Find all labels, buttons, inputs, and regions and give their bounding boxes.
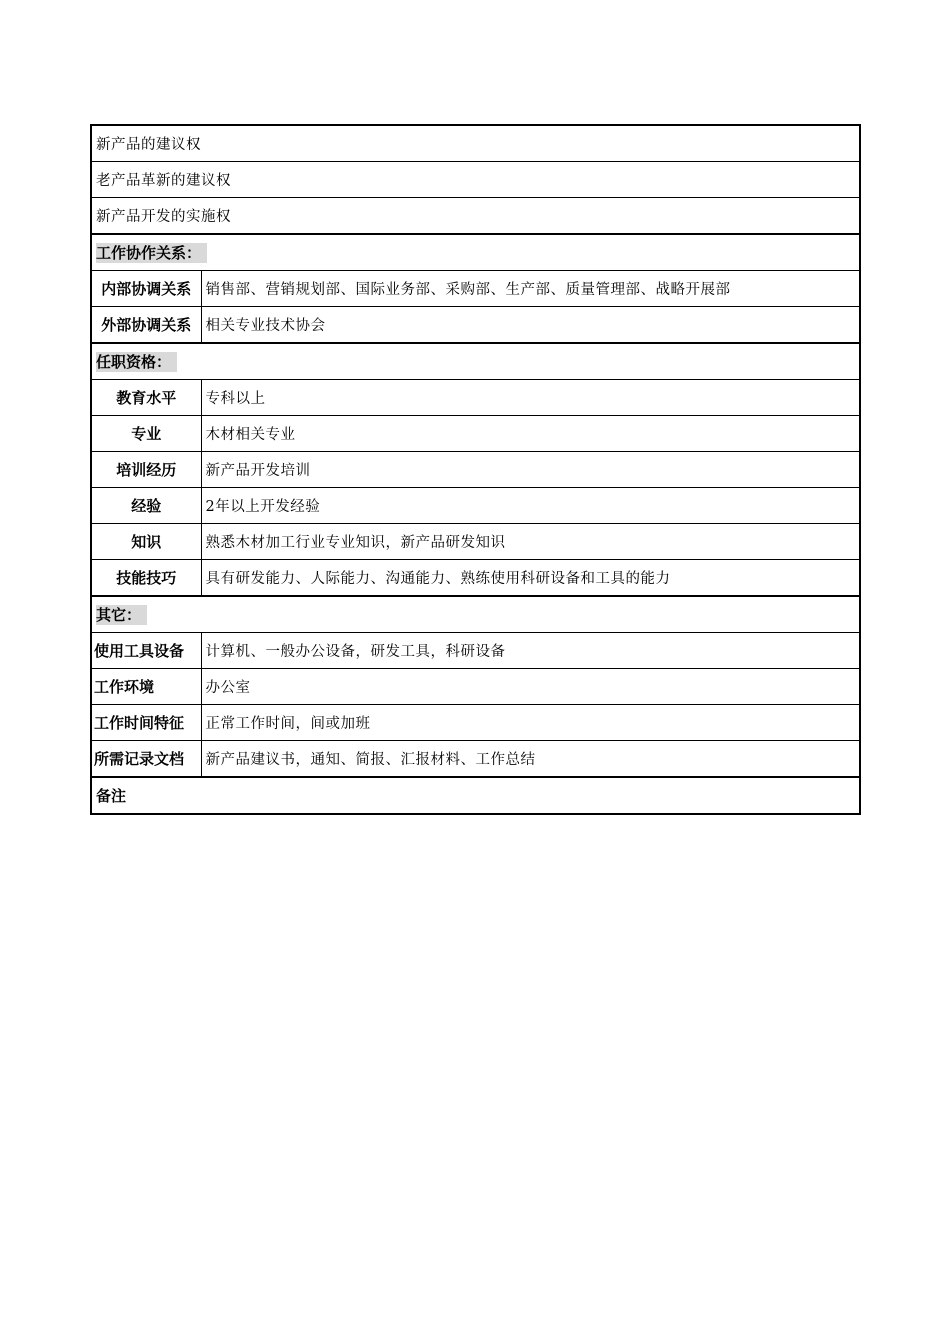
row-label: 教育水平 (91, 380, 201, 416)
row-value: 计算机、一般办公设备，研发工具，科研设备 (201, 633, 860, 669)
row-label: 专业 (91, 416, 201, 452)
row-label: 使用工具设备 (91, 633, 201, 669)
row-label: 内部协调关系 (91, 271, 201, 307)
row-value: 正常工作时间，间或加班 (201, 705, 860, 741)
table-row (91, 560, 860, 597)
rights-row (91, 125, 860, 162)
row-label: 技能技巧 (91, 560, 201, 597)
other-heading: 其它： (96, 605, 147, 625)
job-description-table (90, 124, 861, 815)
table-row (91, 669, 860, 705)
qualifications-heading: 任职资格： (96, 352, 177, 372)
table-row (91, 307, 860, 344)
table-row (91, 488, 860, 524)
row-value: 2年以上开发经验 (201, 488, 860, 524)
remarks-heading: 备注 (91, 777, 860, 814)
row-value: 新产品开发培训 (201, 452, 860, 488)
row-label: 经验 (91, 488, 201, 524)
row-value: 新产品建议书，通知、简报、汇报材料、工作总结 (201, 741, 860, 778)
collaboration-section-header (91, 234, 860, 271)
other-section-header (91, 596, 860, 633)
remarks-row (91, 777, 860, 814)
table-row (91, 705, 860, 741)
table-row (91, 633, 860, 669)
row-value: 相关专业技术协会 (201, 307, 860, 344)
row-value: 熟悉木材加工行业专业知识，新产品研发知识 (201, 524, 860, 560)
rights-row (91, 198, 860, 235)
table-row (91, 271, 860, 307)
rights-item: 老产品革新的建议权 (91, 162, 860, 198)
row-label: 知识 (91, 524, 201, 560)
rights-row (91, 162, 860, 198)
row-value: 办公室 (201, 669, 860, 705)
row-label: 工作时间特征 (91, 705, 201, 741)
row-label: 工作环境 (91, 669, 201, 705)
row-value: 销售部、营销规划部、国际业务部、采购部、生产部、质量管理部、战略开展部 (201, 271, 860, 307)
table-row (91, 380, 860, 416)
row-value: 专科以上 (201, 380, 860, 416)
row-label: 外部协调关系 (91, 307, 201, 344)
qualifications-section-header (91, 343, 860, 380)
row-label: 所需记录文档 (91, 741, 201, 778)
table-row (91, 524, 860, 560)
table-row (91, 741, 860, 778)
row-value: 木材相关专业 (201, 416, 860, 452)
table-row (91, 416, 860, 452)
rights-item: 新产品开发的实施权 (91, 198, 860, 235)
rights-item: 新产品的建议权 (91, 125, 860, 162)
row-value: 具有研发能力、人际能力、沟通能力、熟练使用科研设备和工具的能力 (201, 560, 860, 597)
job-description-table-container (90, 124, 859, 815)
row-label: 培训经历 (91, 452, 201, 488)
collaboration-heading: 工作协作关系： (96, 243, 207, 263)
table-row (91, 452, 860, 488)
